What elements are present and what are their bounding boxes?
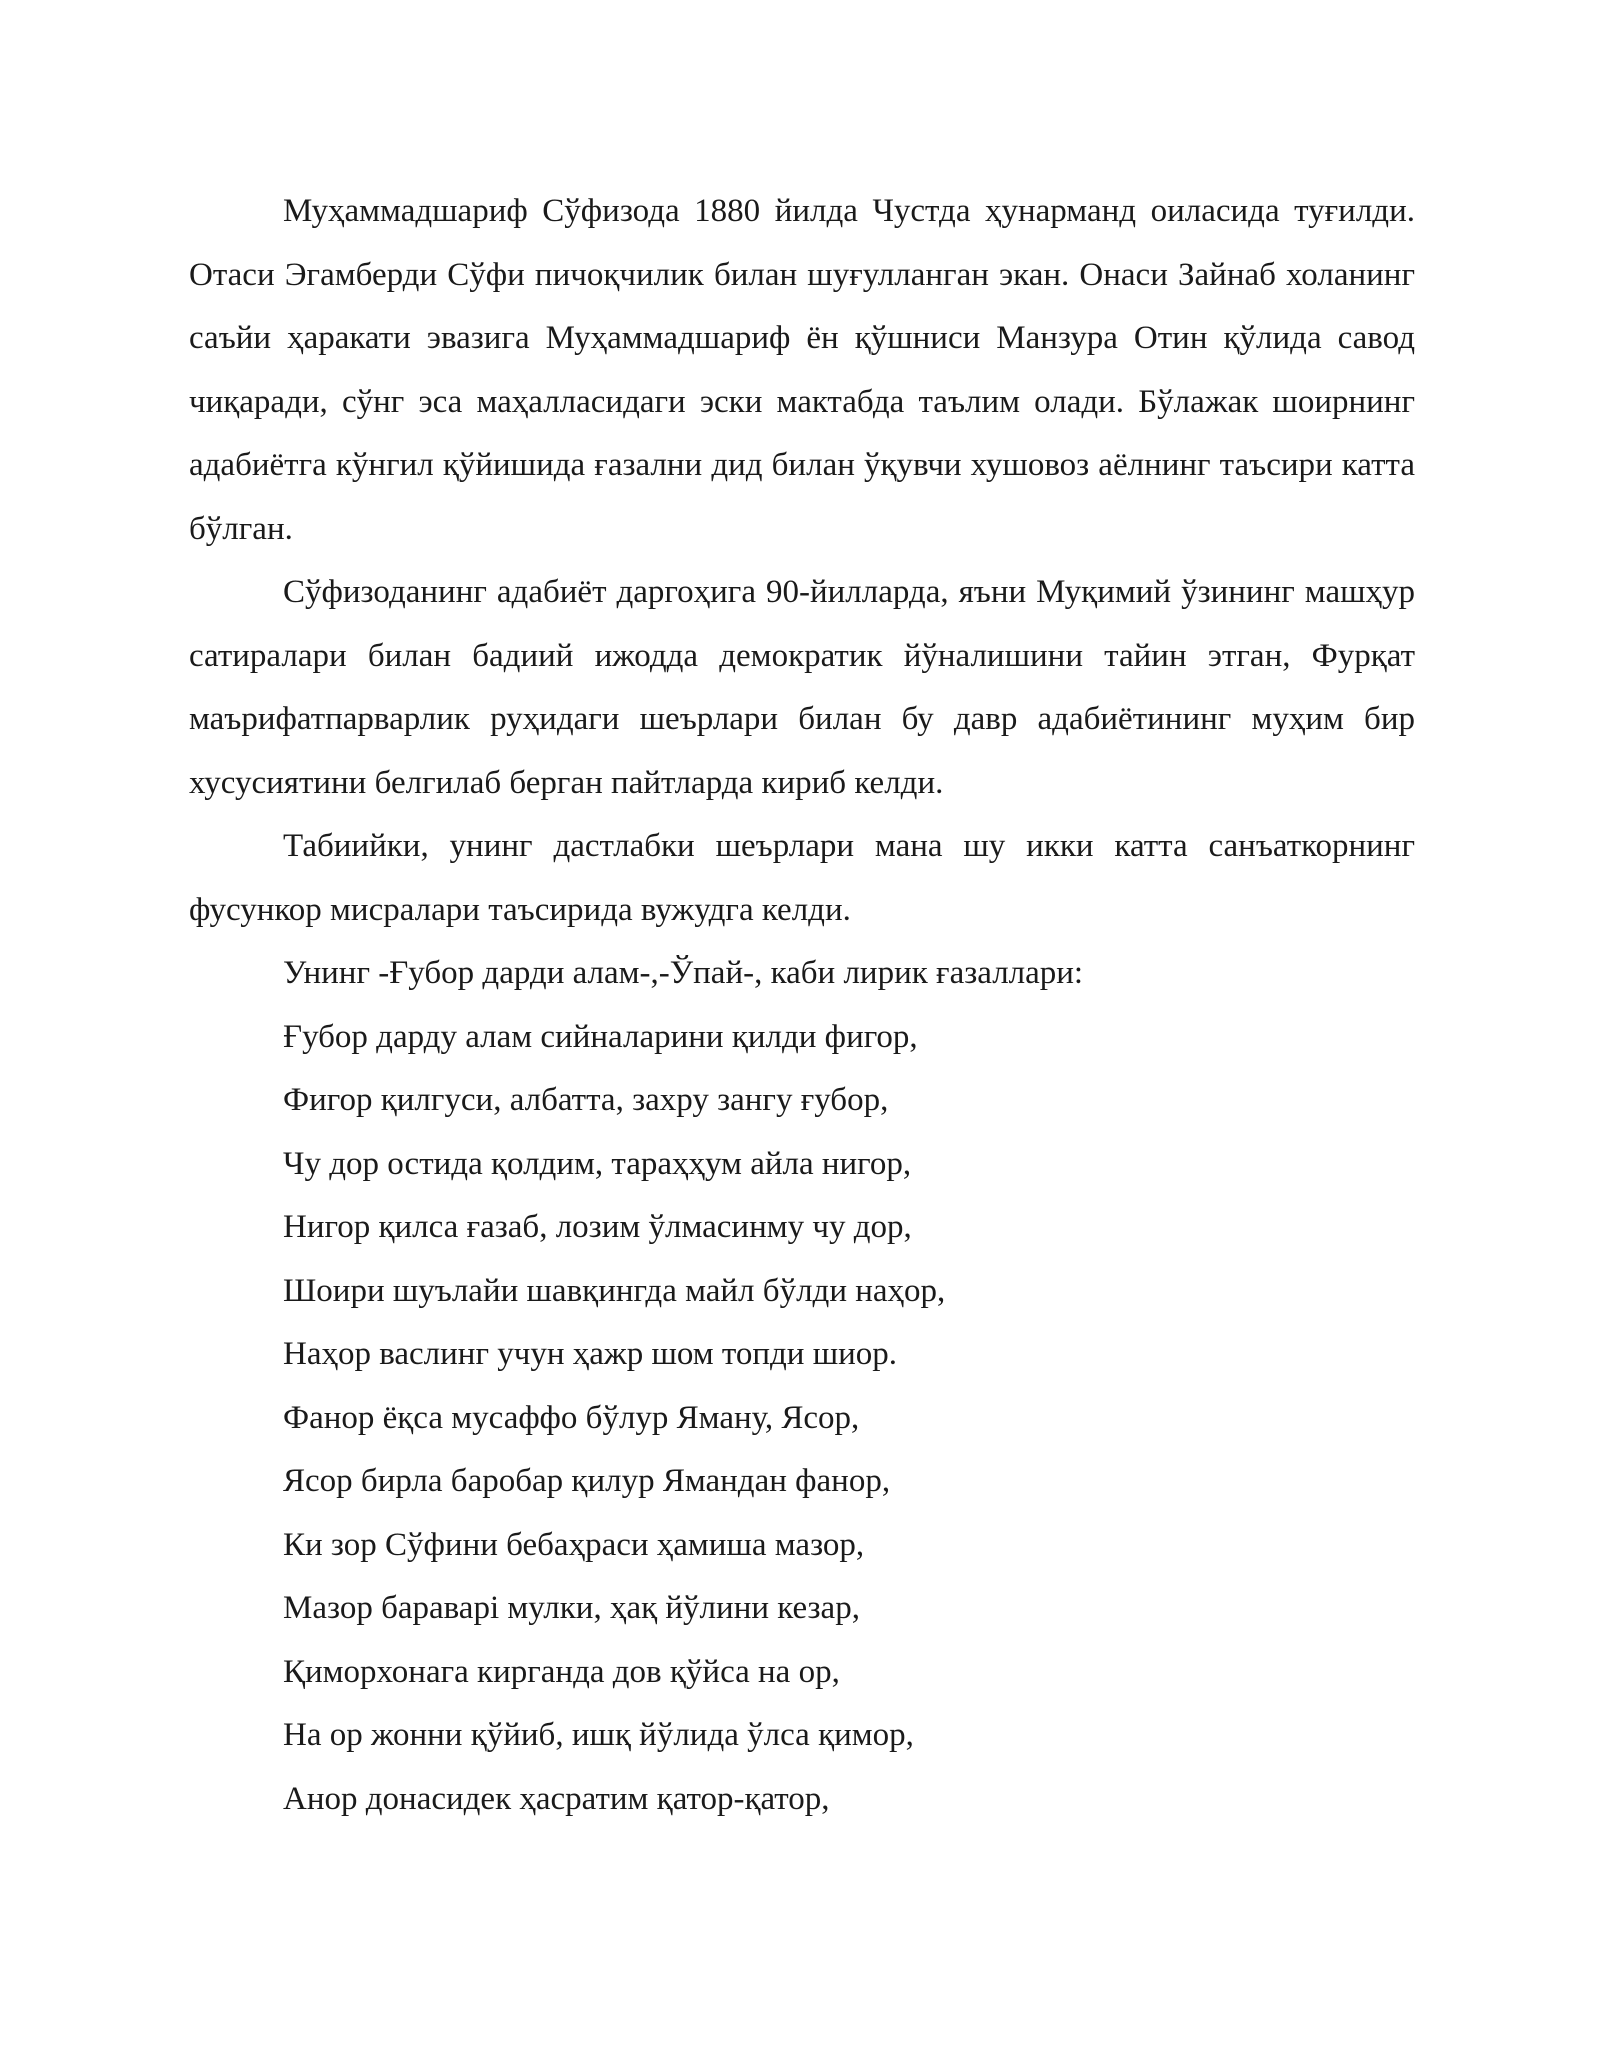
- verse-line: Ғубор дарду алам сийналарини қилди фигор,: [283, 1018, 918, 1055]
- verse-line: Қиморхонага кирганда дов қўйса на ор,: [283, 1653, 840, 1690]
- verse-line: Фигор қилгуси, албатта, захру зангу ғубор,: [283, 1082, 889, 1118]
- verse-line: Чу дор остида қолдим, тараҳҳум айла нигор,: [283, 1145, 912, 1182]
- paragraph-biography: Муҳаммадшариф Сўфизода 1880 йилда Чустда ҳунарманд оиласида туғилди. Отаси Эгамберди Сўфи пичоқчилик билан шуғулланган экан. Онаси Зайнаб холанинг саъйи ҳаракати эвазига Муҳаммадшариф ён қўшниси Манзура Отин қўлида савод чиқаради, сўнг эса маҳалласидаги эски мактабда таълим олади. Бўлажак шоирнинг адабиётга кўнгил қўйишида ғазални дид билан ўқувчи хушовоз аёлнинг таъсири катта бўлган.: [189, 193, 1415, 547]
- verse-line: Фанор ёқса мусаффо бўлур Яману, Ясор,: [283, 1399, 860, 1436]
- verse-line: Ясор бирла баробар қилур Ямандан фанор,: [283, 1463, 891, 1499]
- paragraph-literary-entry: Сўфизоданинг адабиёт даргоҳига 90-йилларда, яъни Муқимий ўзининг машҳур сатиралари билан бадиий ижодда демократик йўналишини тайин этган, Фурқат маърифатпарварлик руҳидаги шеърлари билан бу давр адабиётининг муҳим бир хусусиятини белгилаб берган пайтларда кириб келди.: [189, 574, 1415, 801]
- verse-line: Нигор қилса ғазаб, лозим ўлмасинму чу дор,: [283, 1209, 912, 1245]
- paragraph-early-poems: Табиийки, унинг дастлабки шеърлари мана шу икки катта санъаткорнинг фусункор мисралари таъсирида вужудга келди.: [189, 828, 1415, 928]
- verse-line: Ки зор Сўфини бебаҳраси ҳамиша мазор,: [283, 1526, 865, 1563]
- verse-line: Наҳор васлинг учун ҳажр шом топди шиор.: [283, 1336, 898, 1372]
- verse-line: На ор жонни қўйиб, ишқ йўлида ўлса қимор,: [283, 1717, 914, 1753]
- verse-line: Анор донасидек ҳасратим қатор-қатор,: [283, 1780, 830, 1817]
- verse-line: Шоири шуълайи шавқингда майл бўлди наҳор,: [283, 1272, 946, 1309]
- document-page: [189, 180, 1415, 1831]
- verse-line: Мазор бараварi мулки, ҳақ йўлини кезар,: [283, 1590, 860, 1626]
- intro-line: Унинг -Ғубор дарди алам-,-Ўпай-, каби лирик ғазаллари:: [283, 955, 1084, 991]
